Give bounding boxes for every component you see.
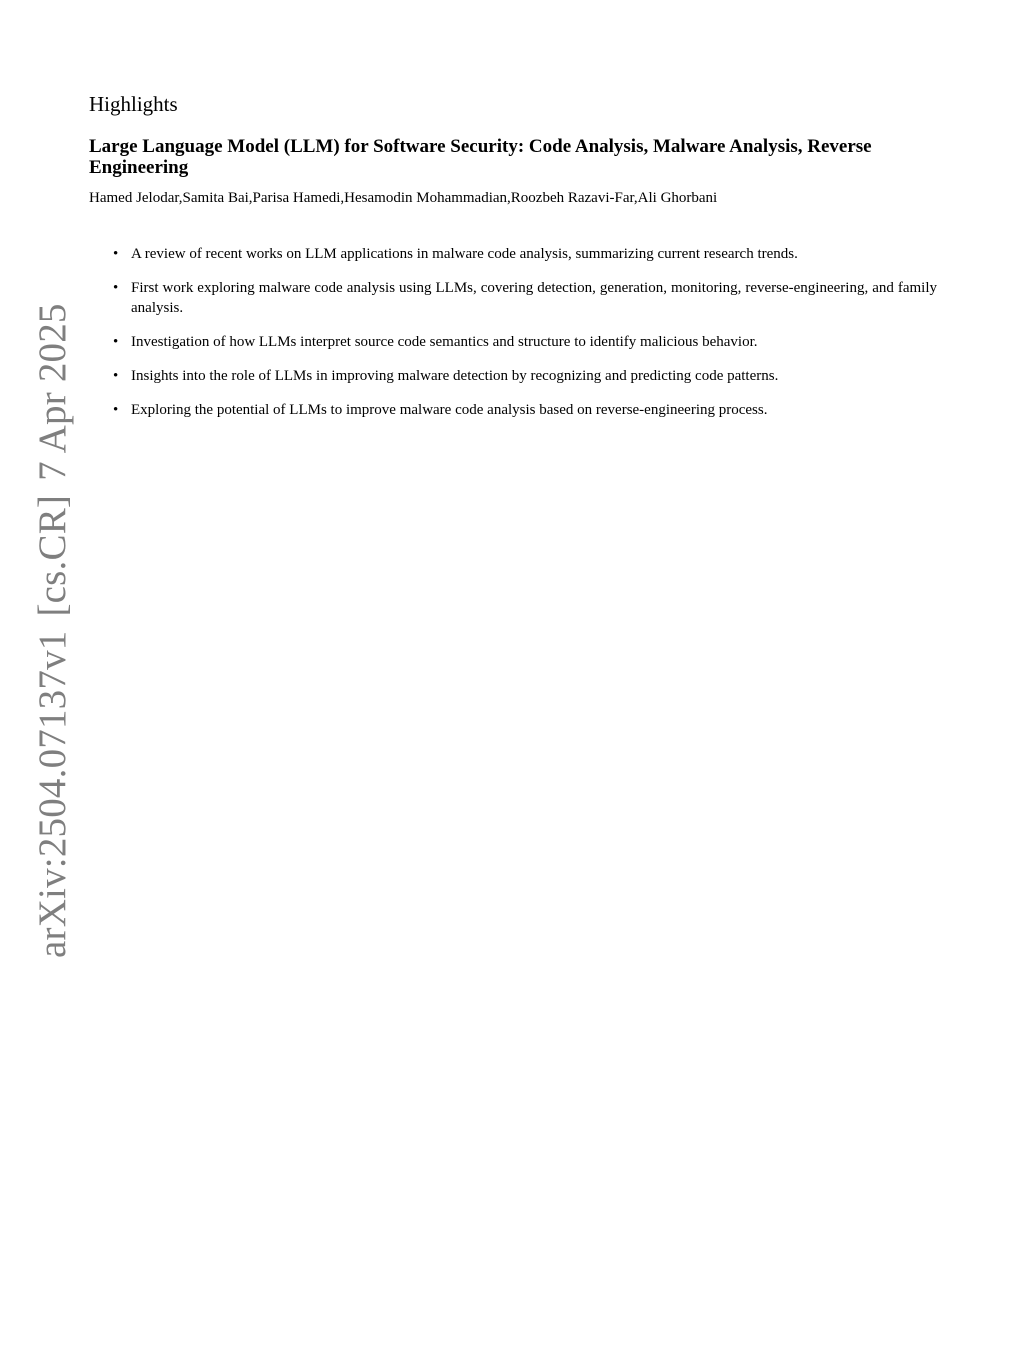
- highlight-item: [89, 366, 937, 386]
- highlight-item: [89, 400, 937, 420]
- bullet-icon: •: [113, 368, 119, 384]
- paper-title: Large Language Model (LLM) for Software Security: Code Analysis, Malware Analysis, Reverse Engineering: [89, 136, 872, 178]
- arxiv-category: [cs.CR]: [31, 494, 74, 617]
- highlights-list: [89, 244, 937, 420]
- highlight-text: Exploring the potential of LLMs to improve malware code analysis based on reverse-engineering process.: [131, 402, 768, 418]
- highlight-text: A review of recent works on LLM applications in malware code analysis, summarizing current research trends.: [131, 246, 798, 262]
- highlight-text: Insights into the role of LLMs in improving malware detection by recognizing and predicting code patterns.: [131, 368, 779, 384]
- page-content: [89, 90, 937, 434]
- highlight-item: [89, 278, 937, 318]
- author-list: Hamed Jelodar,Samita Bai,Parisa Hamedi,Hesamodin Mohammadian,Roozbeh Razavi-Far,Ali Ghorbani: [89, 190, 718, 206]
- highlight-text: Investigation of how LLMs interpret source code semantics and structure to identify malicious behavior.: [131, 334, 758, 350]
- highlight-item: [89, 332, 937, 352]
- bullet-icon: •: [113, 402, 119, 418]
- bullet-icon: •: [113, 334, 119, 350]
- bullet-icon: •: [113, 280, 119, 296]
- arxiv-id: arXiv:2504.07137v1: [31, 630, 74, 958]
- bullet-icon: •: [113, 246, 119, 262]
- arxiv-date: 7 Apr 2025: [31, 303, 74, 481]
- section-heading: Highlights: [89, 92, 178, 116]
- highlight-text: First work exploring malware code analysis using LLMs, covering detection, generation, monitoring, reverse-engineering, and family analysis.: [131, 280, 937, 316]
- arxiv-identifier-stamp: [33, 303, 72, 958]
- highlight-item: [89, 244, 937, 264]
